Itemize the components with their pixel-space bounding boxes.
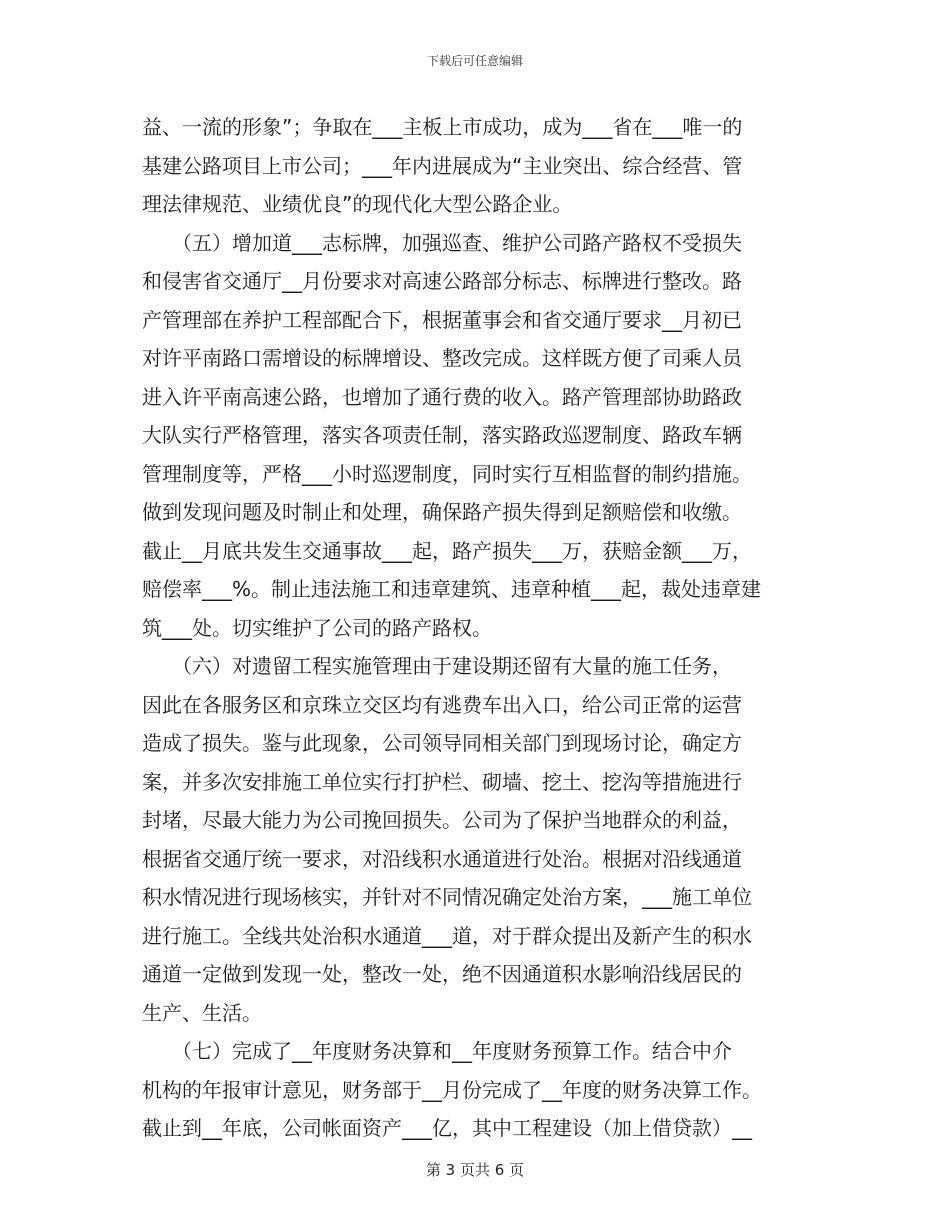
text-line: 做到发现问题及时制止和处理，确保路产损失得到足额赔偿和收缴。 [142,500,742,524]
page-footer: 第 3 页共 6 页 [425,1161,525,1179]
text-line: 积水情况进行现场核实，并针对不同情况确定处治方案，___施工单位 [142,885,752,909]
text-line: 益、一流的形象”；争取在___主板上市成功，成为___省在___唯一的 [142,115,743,139]
text-line: （五）增加道___志标牌，加强巡查、维护公司路产路权不受损失 [142,230,742,255]
text-line: 机构的年报审计意见，财务部于__月份完成了__年度的财务决算工作。 [142,1077,762,1102]
text-line: 根据省交通厅统一要求，对沿线积水通道进行处治。根据对沿线通道 [142,846,742,871]
text-line: 管理制度等，严格___小时巡逻制度，同时实行互相监督的制约措施。 [142,461,752,486]
text-line: 案，并多次安排施工单位实行打护栏、砌墙、挖土、挖沟等措施进行 [142,769,742,794]
text-line: 赔偿率___%。制止违法施工和违章建筑、违章种植___起，裁处违章建 [142,577,762,601]
text-line: 大队实行严格管理，落实各项责任制，落实路政巡逻制度、路政车辆 [142,423,742,447]
text-line: 筑___处。切实维护了公司的路产路权。 [142,615,492,640]
text-line: 通道一定做到发现一处，整改一处，绝不因通道积水影响沿线居民的 [142,962,742,986]
text-line: 截止到__年底，公司帐面资产___亿，其中工程建设（加上借贷款）__ [142,1116,752,1140]
text-line: （六）对遗留工程实施管理由于建设期还留有大量的施工任务， [142,654,732,678]
text-line: 基建公路项目上市公司；___年内进展成为“主业突出、综合经营、管 [142,153,743,178]
text-line: 进行施工。全线共处治积水通道___道，对于群众提出及新产生的积水 [142,923,752,948]
text-line: 生产、生活。 [142,1000,262,1025]
text-line: 和侵害省交通厅__月份要求对高速公路部分标志、标牌进行整改。路 [142,269,742,293]
text-line: 截止__月底共发生交通事故___起，路产损失___万，获赔金额___万， [142,538,752,563]
text-line: 对许平南路口需增设的标牌增设、整改完成。这样既方便了司乘人员 [142,346,742,370]
text-line: 理法律规范、业绩优良”的现代化大型公路企业。 [142,192,573,216]
text-line: 产管理部在养护工程部配合下，根据董事会和省交通厅要求__月初已 [142,307,742,332]
text-line: 造成了损失。鉴与此现象，公司领导同相关部门到现场讨论，确定方 [142,731,742,755]
body-text [142,108,822,1148]
text-line: 封堵，尽最大能力为公司挽回损失。公司为了保护当地群众的利益， [142,808,742,832]
text-line: （七）完成了__年度财务决算和__年度财务预算工作。结合中介 [142,1039,732,1063]
page-header: 下载后可任意编辑 [426,54,523,68]
text-line: 进入许平南高速公路，也增加了通行费的收入。路产管理部协助路政 [142,384,742,409]
text-line: 因此在各服务区和京珠立交区均有逃费车出入口，给公司正常的运营 [142,692,742,717]
